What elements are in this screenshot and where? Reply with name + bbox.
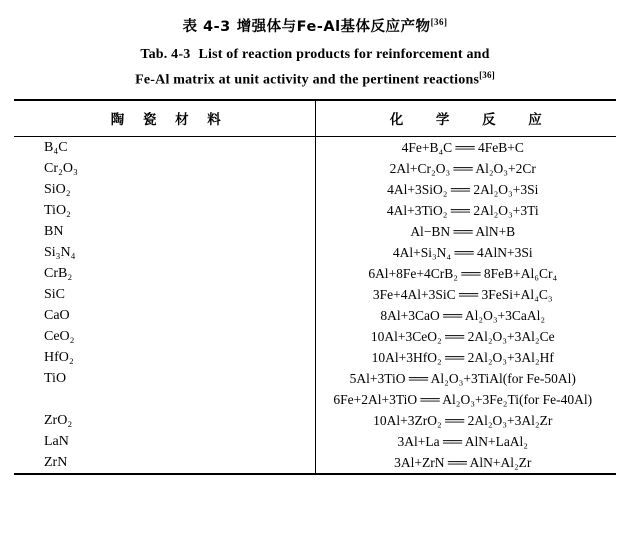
cell-material	[14, 389, 315, 410]
cell-material: HfO₂	[44, 349, 74, 365]
table-row	[14, 347, 616, 368]
table-row	[14, 158, 616, 179]
table-row	[14, 410, 616, 431]
caption-english-line1	[14, 44, 616, 65]
table-row	[14, 305, 616, 326]
table-row	[14, 284, 616, 305]
cell-material: SiC	[44, 286, 66, 302]
column-header-material: 陶 瓷 材 料	[110, 112, 228, 129]
caption-english-text2: Fe-Al matrix at unit activity and the pertinent reactions	[135, 73, 480, 89]
cell-material: LaN	[44, 433, 69, 449]
table-row	[14, 137, 616, 158]
cell-reaction: 8Al+3CaO ══ Al₂O₃+3CaAl₂	[315, 305, 616, 326]
cell-reaction: 10Al+3HfO₂ ══ 2Al₂O₃+3Al₂Hf	[315, 347, 616, 368]
cell-material: CeO₂	[44, 328, 75, 344]
cell-reaction: 4Al+Si₃N₄ ══ 4AlN+3Si	[315, 242, 616, 263]
cell-reaction: 6Fe+2Al+3TiO ══ Al₂O₃+3Fe₂Ti(for Fe-40Al)	[315, 389, 616, 410]
cell-reaction: 5Al+3TiO ══ Al₂O₃+3TiAl(for Fe-50Al)	[315, 368, 616, 389]
caption-english-text1: List of reaction products for reinforcement and	[198, 47, 490, 63]
cell-reaction: 10Al+3CeO₂ ══ 2Al₂O₃+3Al₂Ce	[315, 326, 616, 347]
cell-material: SiO₂	[44, 181, 71, 197]
cell-material: Si₃N₄	[44, 244, 76, 260]
table-header-row	[14, 101, 616, 137]
cell-material: CaO	[44, 307, 70, 323]
table-row	[14, 452, 616, 474]
table-row	[14, 179, 616, 200]
caption-english-tag: Tab. 4-3	[140, 47, 191, 63]
cell-reaction: 3Al+ZrN ══ AlN+Al₂Zr	[315, 452, 616, 474]
table-row	[14, 200, 616, 221]
table-caption	[14, 16, 616, 89]
cell-material: CrB₂	[44, 265, 73, 281]
table-row	[14, 242, 616, 263]
caption-chinese	[14, 16, 616, 37]
column-header-reaction: 化 学 反 应	[315, 101, 616, 137]
cell-material: B₄C	[44, 139, 68, 155]
table-row	[14, 368, 616, 389]
caption-chinese-tag: 表 4-3	[182, 18, 231, 35]
cell-material: Cr₂O₃	[44, 160, 78, 176]
table-row	[14, 221, 616, 242]
table-row	[14, 431, 616, 452]
cell-reaction: 3Fe+4Al+3SiC ══ 3FeSi+Al₄C₃	[315, 284, 616, 305]
caption-chinese-text: 增强体与Fe-Al基体反应产物	[236, 18, 431, 35]
cell-reaction: 6Al+8Fe+4CrB₂ ══ 8FeB+Al₆Cr₄	[315, 263, 616, 284]
cell-material: BN	[44, 223, 64, 239]
table-row	[14, 263, 616, 284]
cell-reaction: 4Al+3SiO₂ ══ 2Al₂O₃+3Si	[315, 179, 616, 200]
caption-english-line2	[14, 70, 616, 89]
reaction-products-table	[14, 99, 616, 475]
cell-material: TiO₂	[44, 202, 71, 218]
cell-reaction: 2Al+Cr₂O₃ ══ Al₂O₃+2Cr	[315, 158, 616, 179]
table-rule-bottom	[14, 474, 616, 475]
cell-reaction: 4Fe+B₄C ══ 4FeB+C	[315, 137, 616, 158]
cell-reaction: Al−BN ══ AlN+B	[315, 221, 616, 242]
table-row	[14, 326, 616, 347]
cell-reaction: 3Al+La ══ AlN+LaAl₂	[315, 431, 616, 452]
cell-material: ZrO₂	[44, 412, 73, 428]
caption-english-reference: [36]	[479, 70, 495, 81]
cell-reaction: 4Al+3TiO₂ ══ 2Al₂O₃+3Ti	[315, 200, 616, 221]
cell-material: TiO	[44, 370, 67, 386]
cell-reaction: 10Al+3ZrO₂ ══ 2Al₂O₃+3Al₂Zr	[315, 410, 616, 431]
table-row	[14, 389, 616, 410]
caption-chinese-reference: [36]	[430, 17, 448, 27]
cell-material: ZrN	[44, 454, 68, 470]
